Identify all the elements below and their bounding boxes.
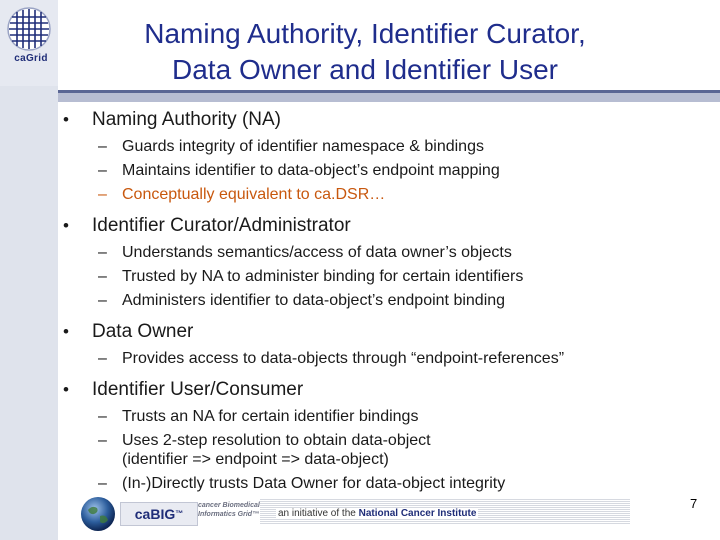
bullet-identifier-user xyxy=(63,378,708,402)
bullet-label: Identifier User/Consumer xyxy=(92,379,304,400)
bullet-dot: • xyxy=(63,322,69,341)
sub-bullet-dash: – xyxy=(98,162,107,179)
sub-bullet-dash: – xyxy=(98,432,107,449)
sub-bullet xyxy=(98,407,708,426)
bullet-identifier-curator xyxy=(63,214,708,238)
initiative-org: National Cancer Institute xyxy=(358,508,477,519)
cabig-subtitle xyxy=(198,501,272,519)
sub-bullet xyxy=(98,291,708,310)
sub-bullet-dash: – xyxy=(98,475,107,492)
cabig-logo-text: caBIG xyxy=(134,506,176,522)
bullet-data-owner xyxy=(63,320,708,344)
bullet-dot: • xyxy=(63,380,69,399)
title-line-1: Naming Authority, Identifier Curator, xyxy=(144,18,586,49)
sub-bullet-text: Uses 2-step resolution to obtain data-object xyxy=(122,432,431,449)
sub-bullet xyxy=(98,137,708,156)
sub-bullet-dash: – xyxy=(98,186,107,203)
sub-bullet xyxy=(98,431,708,469)
sub-bullet-text: Maintains identifier to data-object’s endpoint mapping xyxy=(122,162,500,179)
sub-bullet-dash: – xyxy=(98,138,107,155)
sub-bullet-text: Administers identifier to data-object’s endpoint binding xyxy=(122,292,506,309)
slide-body xyxy=(58,108,708,493)
title-divider-line xyxy=(58,90,720,93)
bullet-naming-authority xyxy=(63,108,708,132)
title-line-2: Data Owner and Identifier User xyxy=(172,54,558,85)
sub-bullet xyxy=(98,474,708,493)
page-number: 7 xyxy=(690,496,698,511)
sub-bullet-text: Guards integrity of identifier namespace & bindings xyxy=(122,138,484,155)
sub-bullet xyxy=(98,349,708,368)
sub-bullet-highlighted xyxy=(98,185,708,204)
nci-initiative-text xyxy=(276,508,478,519)
bullet-label: Data Owner xyxy=(92,321,194,342)
sub-bullet-text: Conceptually equivalent to ca.DSR… xyxy=(122,186,386,203)
sub-bullet-dash: – xyxy=(98,268,107,285)
sub-bullet xyxy=(98,267,708,286)
sub-bullet-text: Provides access to data-objects through “endpoint-references” xyxy=(122,350,565,367)
sub-bullet-text: Trusted by NA to administer binding for certain identifiers xyxy=(122,268,524,285)
earth-globe-icon xyxy=(80,496,116,532)
logo-text: caGrid xyxy=(14,53,48,64)
footer-banner xyxy=(80,492,640,532)
sub-bullet xyxy=(98,243,708,262)
bullet-label: Identifier Curator/Administrator xyxy=(92,215,351,236)
sub-bullet-dash: – xyxy=(98,292,107,309)
sub-bullet-dash: – xyxy=(98,350,107,367)
initiative-prefix: an initiative of the xyxy=(278,508,356,519)
cabig-subtitle-line-1: cancer Biomedical xyxy=(198,502,260,509)
sub-bullet-dash: – xyxy=(98,244,107,261)
bullet-label: Naming Authority (NA) xyxy=(92,109,282,130)
cagrid-logo xyxy=(0,0,58,86)
cabig-subtitle-line-2: Informatics Grid™ xyxy=(198,511,260,518)
sub-bullet xyxy=(98,161,708,180)
sub-bullet-continuation: (identifier => endpoint => data-object) xyxy=(122,451,389,468)
cabig-tm: ™ xyxy=(175,509,184,518)
bullet-dot: • xyxy=(63,216,69,235)
slide-title xyxy=(60,16,670,88)
sub-bullet-text: Understands semantics/access of data owner’s objects xyxy=(122,244,512,261)
sub-bullet-text: (In-)Directly trusts Data Owner for data-object integrity xyxy=(122,475,506,492)
globe-grid-icon xyxy=(6,6,52,52)
cabig-logo xyxy=(120,502,198,526)
sub-bullet-dash: – xyxy=(98,408,107,425)
bullet-dot: • xyxy=(63,110,69,129)
sub-bullet-text: Trusts an NA for certain identifier bindings xyxy=(122,408,419,425)
